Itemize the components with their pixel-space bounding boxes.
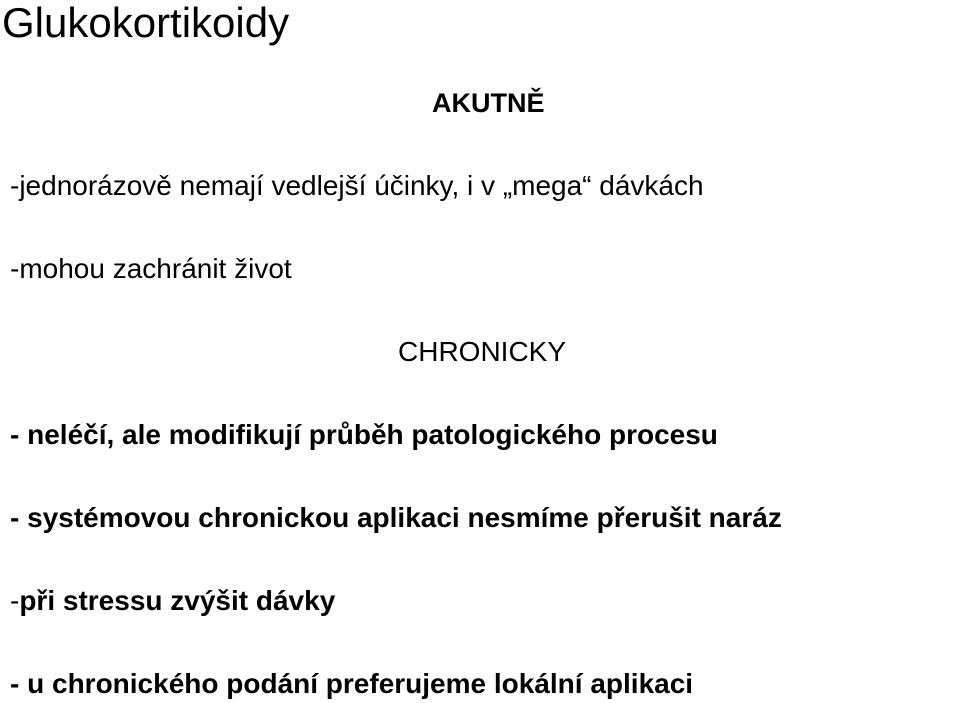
list-dash: - — [10, 170, 20, 201]
list-dash: - — [10, 419, 28, 450]
list-item — [10, 504, 782, 532]
section-heading-acute: AKUTNĚ — [432, 88, 545, 118]
list-item — [10, 670, 693, 698]
list-item-text: při stressu zvýšit dávky — [19, 585, 336, 616]
list-item — [10, 587, 335, 615]
slide-title: Glukokortikoidy — [2, 0, 290, 46]
list-item-text: jednorázově nemají vedlejší účinky, i v „mega“ dávkách — [19, 170, 704, 201]
list-item-text: systémovou chronickou aplikaci nesmíme přerušit naráz — [27, 502, 782, 533]
list-item-text: u chronického podání preferujeme lokální aplikaci — [27, 668, 694, 699]
list-item — [10, 172, 704, 200]
list-dash: - — [10, 585, 20, 616]
section-heading-chronic: CHRONICKY — [398, 336, 567, 367]
list-dash: - — [10, 253, 20, 284]
list-item-text: mohou zachránit život — [19, 253, 292, 284]
list-item — [10, 255, 292, 283]
list-dash: - — [10, 502, 28, 533]
list-dash: - — [10, 668, 28, 699]
list-item — [10, 421, 718, 449]
list-item-text: neléčí, ale modifikují průběh patologického procesu — [27, 419, 718, 450]
